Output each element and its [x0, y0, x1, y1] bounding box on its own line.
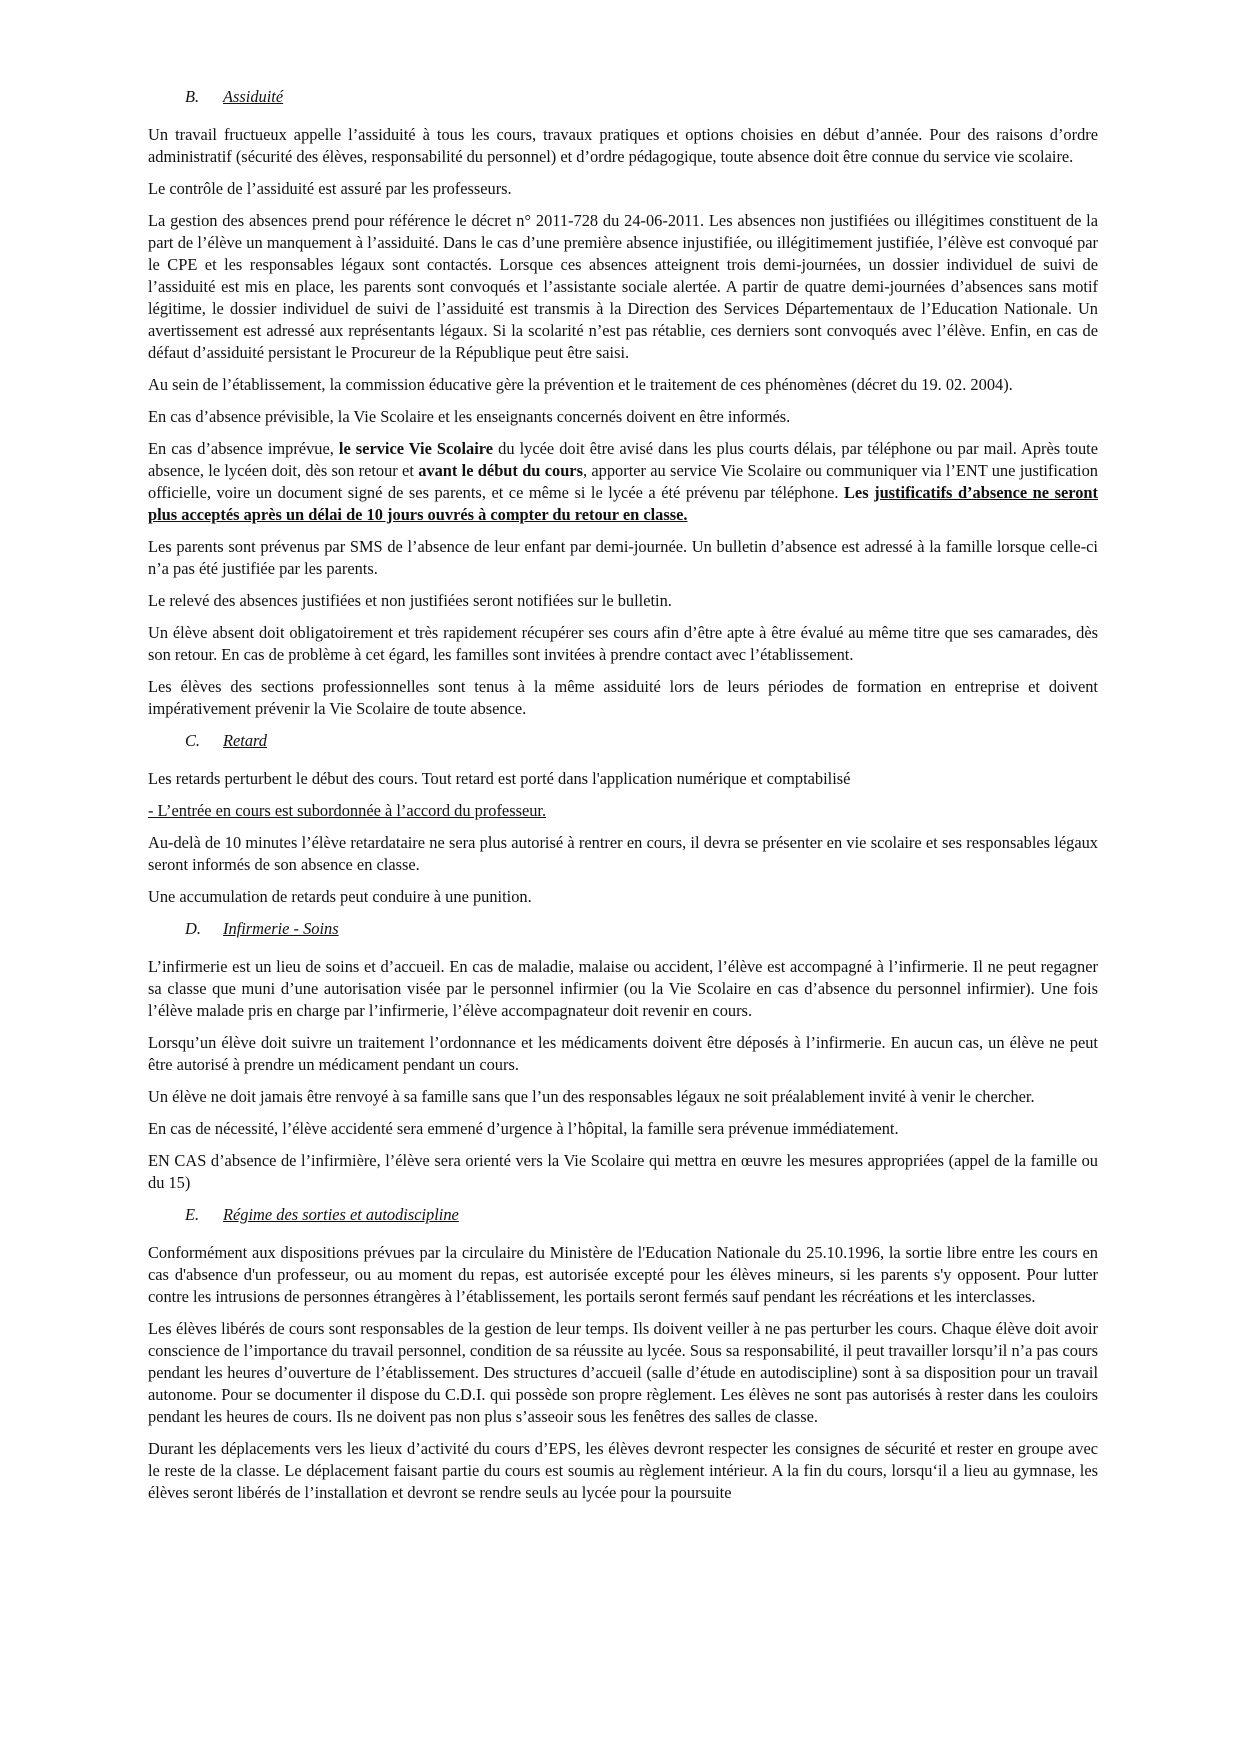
paragraph: Les parents sont prévenus par SMS de l’absence de leur enfant par demi-journée. Un bulletin d’absence est adressé à la famille lorsque celle-ci n’a pas été justifiée par les parents.	[148, 537, 1098, 578]
paragraph: EN CAS d’absence de l’infirmière, l’élève sera orienté vers la Vie Scolaire qui mettra en œuvre les mesures appropriées (appel de la famille ou du 15)	[148, 1151, 1098, 1192]
paragraph: La gestion des absences prend pour référence le décret n° 2011-728 du 24-06-2011. Les absences non justifiées ou illégitimes constituent de la part de l’élève un manquement à l’assiduité. Dans le cas d’une première absence injustifiée, ou illégitimement justifiée, l’élève est convoqué par le CPE et les responsables légaux sont contactés. Lorsque ces absences atteignent trois demi-journées, un dossier individuel de suivi de l’assiduité est mis en place, les parents sont convoqués et l’assistante sociale alertée. A partir de quatre demi-journées d’absences sans motif légitime, le dossier individuel de suivi de l’assiduité est transmis à la Direction des Services Départementaux de l’Education Nationale. Un avertissement est adressé aux représentants légaux. Si la scolarité n’est pas rétablie, ces derniers sont convoqués avec l’élève. Enfin, en cas de défaut d’assiduité persistant le Procureur de la République peut être saisi.	[148, 211, 1098, 362]
bold-text: le service Vie Scolaire	[338, 439, 494, 458]
paragraph: Le contrôle de l’assiduité est assuré par les professeurs.	[148, 179, 512, 198]
text-run: En cas d’absence imprévue,	[148, 439, 339, 458]
paragraph-absence-imprevue	[148, 438, 1098, 526]
section-letter: D.	[185, 919, 201, 938]
paragraph: En cas d’absence prévisible, la Vie Scolaire et les enseignants concernés doivent en être informés.	[148, 407, 791, 426]
section-title: Infirmerie - Soins	[223, 919, 339, 938]
paragraph: Les retards perturbent le début des cours. Tout retard est porté dans l'application numérique et comptabilisé	[148, 769, 851, 788]
paragraph: Durant les déplacements vers les lieux d’activité du cours d’EPS, les élèves devront respecter les consignes de sécurité et rester en groupe avec le reste de la classe. Le déplacement faisant partie du cours est soumis au règlement intérieur. A la fin du cours, lorsqu‘il a lieu au gymnase, les élèves seront libérés de l’installation et devront se rendre seuls au lycée pour la poursuite	[148, 1439, 1098, 1502]
section-heading-sorties	[185, 1204, 1098, 1226]
section-heading-assiduite	[185, 86, 1098, 108]
paragraph: L’infirmerie est un lieu de soins et d’accueil. En cas de maladie, malaise ou accident, l’élève est accompagné à l’infirmerie. Il ne peut regagner sa classe que muni d’une autorisation visée par le personnel infirmier (ou la Vie Scolaire en cas d’absence du personnel infirmier). Une fois l’élève malade pris en charge par l’infirmerie, l’élève accompagnateur doit revenir en cours.	[148, 957, 1098, 1020]
underlined-text: - L’entrée en cours est subordonnée à l’accord du professeur.	[148, 801, 547, 820]
paragraph: Le relevé des absences justifiées et non justifiées seront notifiées sur le bulletin.	[148, 591, 672, 610]
bold-text: avant le début du cours	[418, 461, 583, 480]
document-page	[148, 86, 1098, 1514]
section-heading-infirmerie	[185, 918, 1098, 940]
paragraph: Un élève ne doit jamais être renvoyé à sa famille sans que l’un des responsables légaux ne soit préalablement invité à venir le chercher.	[148, 1087, 1035, 1106]
paragraph: Au-delà de 10 minutes l’élève retardataire ne sera plus autorisé à rentrer en cours, il devra se présenter en vie scolaire et ses responsables légaux seront informés de son absence en classe.	[148, 833, 1098, 874]
paragraph: Au sein de l’établissement, la commission éducative gère la prévention et le traitement de ces phénomènes (décret du 19. 02. 2004).	[148, 375, 1013, 394]
section-title: Régime des sorties et autodiscipline	[223, 1205, 459, 1224]
bold-text: Les	[843, 483, 875, 502]
paragraph: Une accumulation de retards peut conduire à une punition.	[148, 887, 532, 906]
section-title: Assiduité	[223, 87, 284, 106]
section-letter: E.	[185, 1205, 200, 1224]
paragraph: Les élèves libérés de cours sont responsables de la gestion de leur temps. Ils doivent veiller à ne pas perturber les cours. Chaque élève doit avoir conscience de l’importance du travail personnel, condition de sa réussite au lycée. Sous sa responsabilité, il peut travailler lorsqu’il n’a pas cours pendant les heures d’ouverture de l’établissement. Des structures d’accueil (salle d’étude en autodiscipline) sont à sa disposition pour un travail autonome. Pour se documenter il dispose du C.D.I. qui possède son propre règlement. Les élèves ne sont pas autorisés à rester dans les couloirs pendant les heures de cours. Ils ne doivent pas non plus s’asseoir sous les fenêtres des salles de classe.	[148, 1319, 1098, 1426]
bold-underlined-text: justificatifs d’absence ne seront plus acceptés après un délai de 10 jours ouvrés à compter du retour en classe.	[148, 483, 1098, 524]
paragraph: Un élève absent doit obligatoirement et très rapidement récupérer ses cours afin d’être apte à être évalué au même titre que ses camarades, dès son retour. En cas de problème à cet égard, les familles sont invitées à prendre contact avec l’établissement.	[148, 623, 1098, 664]
paragraph: En cas de nécessité, l’élève accidenté sera emmené d’urgence à l’hôpital, la famille sera prévenue immédiatement.	[148, 1119, 899, 1138]
paragraph: Lorsqu’un élève doit suivre un traitement l’ordonnance et les médicaments doivent être déposés à l’infirmerie. En aucun cas, un élève ne peut être autorisé à prendre un médicament pendant un cours.	[148, 1033, 1098, 1074]
paragraph: Conformément aux dispositions prévues par la circulaire du Ministère de l'Education Nationale du 25.10.1996, la sortie libre entre les cours en cas d'absence d'un professeur, ou au moment du repas, est autorisée excepté pour les élèves mineurs, si les parents s'y opposent. Pour lutter contre les intrusions de personnes étrangères à l’établissement, les portails seront fermés sauf pendant les récréations et les interclasses.	[148, 1243, 1098, 1306]
paragraph: Les élèves des sections professionnelles sont tenus à la même assiduité lors de leurs périodes de formation en entreprise et doivent impérativement prévenir la Vie Scolaire de toute absence.	[148, 677, 1098, 718]
paragraph: Un travail fructueux appelle l’assiduité à tous les cours, travaux pratiques et options choisies en début d’année. Pour des raisons d’ordre administratif (sécurité des élèves, responsabilité du personnel) et d’ordre pédagogique, toute absence doit être connue du service vie scolaire.	[148, 125, 1098, 166]
section-heading-retard	[185, 730, 1098, 752]
text-run: du lycée doit être avisé dans les plus courts délais, par téléphone ou par mail. Après toute absence, le lycéen doit, dès son retour et	[148, 439, 1098, 480]
text-run: , apporter au service Vie Scolaire ou communiquer via l’ENT une justification officielle, voire un document signé de ses parents, et ce même si le lycée a été prévenu par téléphone.	[148, 461, 1098, 502]
section-letter: C.	[185, 731, 201, 750]
section-title: Retard	[223, 731, 268, 750]
section-letter: B.	[185, 87, 200, 106]
